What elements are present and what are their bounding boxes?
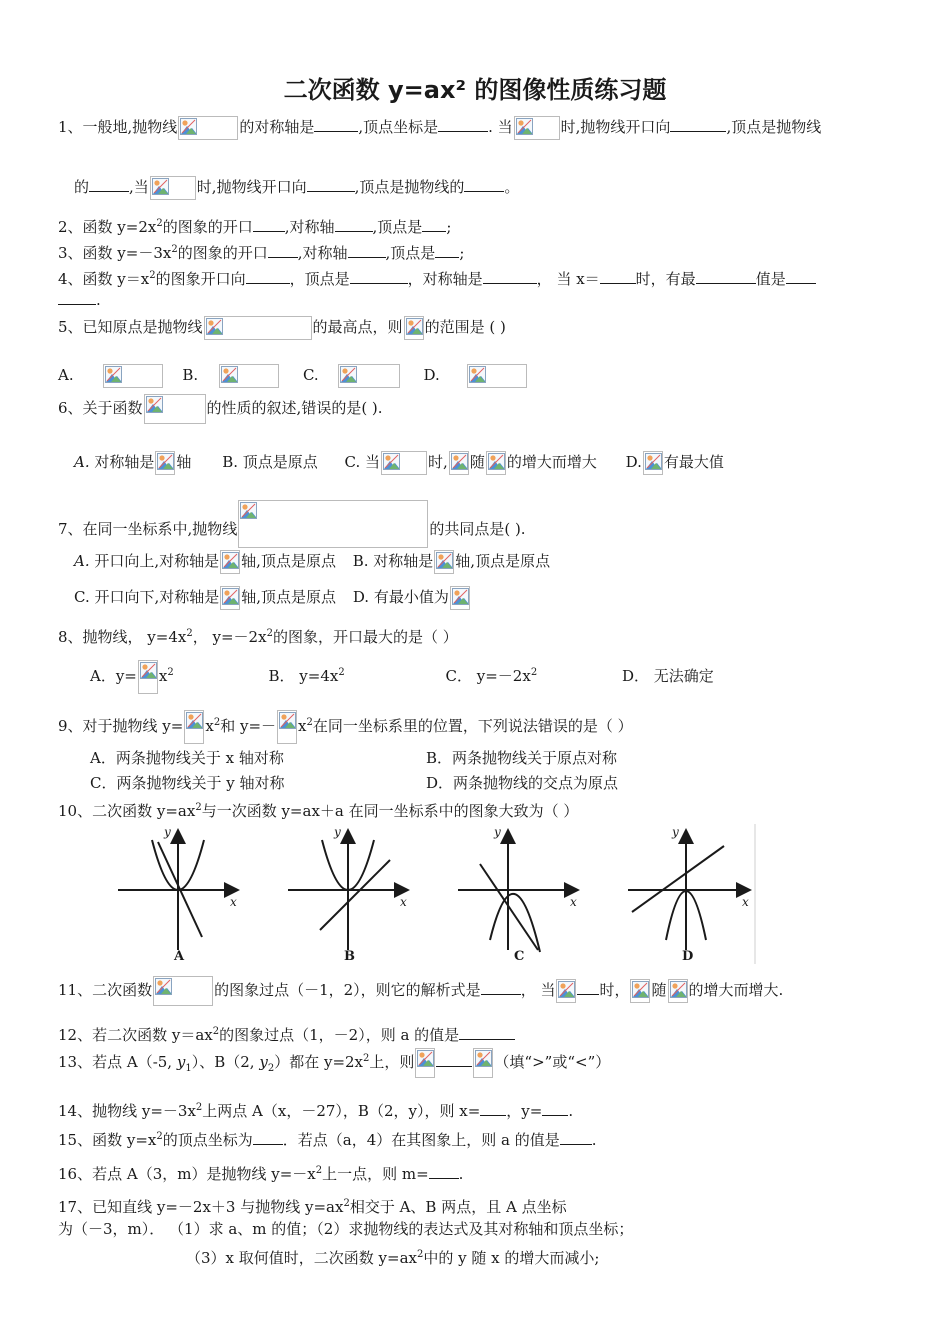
question-10: 10、二次函数 $y=ax^2$与一次函数 y=ax＋a 在同一坐标系中的图象大致为（ ） — [58, 802, 579, 820]
answer-blank[interactable] — [350, 269, 408, 284]
option-a[interactable]: A. — [58, 366, 164, 384]
axis-label-y: y — [334, 825, 341, 839]
q10-graphs — [110, 822, 760, 964]
answer-blank[interactable] — [268, 243, 298, 258]
broken-image-icon — [105, 366, 122, 383]
answer-blank[interactable] — [560, 1130, 592, 1145]
formula-image — [338, 364, 400, 388]
option-d[interactable]: D. 有最小值为 — [353, 588, 471, 606]
broken-image-icon — [475, 1050, 492, 1067]
formula-image — [630, 979, 650, 1003]
question-8-options — [90, 660, 714, 694]
option-d[interactable]: D． 无法确定 — [621, 667, 714, 685]
answer-blank[interactable] — [577, 980, 599, 995]
answer-blank[interactable] — [429, 1164, 459, 1179]
question-14: 14、抛物线 $y=-3x^2$上两点 A（x，－27），B（2，y），则 x= ，y= . — [58, 1102, 574, 1120]
graph-b[interactable] — [288, 825, 408, 964]
broken-image-icon — [452, 588, 469, 605]
broken-image-icon — [157, 453, 174, 470]
graph-c[interactable] — [458, 825, 578, 964]
option-b[interactable]: B. 顶点是原点 — [222, 453, 318, 471]
formula-image — [184, 710, 204, 744]
formula-image — [404, 316, 424, 340]
question-9: 9、对于抛物线 y= $x^2$和 y=－ $x^2$在同一坐标系里的位置，下列说法错误的是（ ） — [58, 710, 633, 744]
answer-blank[interactable] — [253, 217, 285, 232]
broken-image-icon — [645, 453, 662, 470]
formula-image — [220, 586, 240, 610]
option-d[interactable]: D．两条抛物线的交点为原点 — [426, 774, 619, 792]
formula-image — [178, 116, 238, 140]
formula-image — [514, 116, 560, 140]
broken-image-icon — [340, 366, 357, 383]
option-c[interactable]: C. — [303, 366, 401, 384]
option-a[interactable]: A．两条抛物线关于 x 轴对称 — [90, 749, 284, 767]
graph-a[interactable] — [118, 825, 238, 964]
formula-image — [155, 451, 175, 475]
question-11: 11、二次函数 的图象过点（－1，2），则它的解析式是 ， 当 时， 随 的增大而增大. — [58, 976, 783, 1006]
answer-blank[interactable] — [481, 980, 521, 995]
answer-blank[interactable] — [480, 1101, 506, 1116]
answer-blank[interactable] — [307, 177, 355, 192]
question-2: 2、函数 $y=2x^2$的图象的开口 ,对称轴 ,顶点是 ; — [58, 218, 452, 236]
formula-image — [204, 316, 312, 340]
option-c[interactable]: C. 当 时, 随 的增大而增大 — [345, 453, 597, 471]
formula-image — [449, 451, 469, 475]
axis-label-x: x — [570, 895, 577, 909]
question-17-line-1: 17、已知直线 y=－2x＋3 与抛物线 $y=ax^2$相交于 A、B 两点，且 A 点坐标 — [58, 1198, 567, 1216]
formula-image — [219, 364, 279, 388]
broken-image-icon — [417, 1050, 434, 1067]
option-a[interactable]: A．y= $x^2$ — [90, 667, 174, 685]
broken-image-icon — [221, 366, 238, 383]
option-a[interactable]: A. 开口向上,对称轴是 轴,顶点是原点 — [74, 552, 336, 570]
question-13: 13、若点 A（-5, $y_1$）、B（2, $y_2$）都在 $y=2x^2$上，则 （填“>”或“<”） — [58, 1048, 610, 1079]
broken-image-icon — [558, 981, 575, 998]
broken-image-icon — [146, 396, 163, 413]
formula-image — [415, 1048, 435, 1078]
broken-image-icon — [155, 978, 172, 995]
question-6: 6、关于函数 的性质的叙述,错误的是( ). — [58, 394, 383, 424]
question-16: 16、若点 A（3，m）是抛物线 $y=-x^2$上一点，则 m= . — [58, 1165, 464, 1183]
axis-label-y: y — [672, 825, 679, 839]
broken-image-icon — [436, 552, 453, 569]
option-b[interactable]: B．两条抛物线关于原点对称 — [426, 749, 618, 767]
question-5: 5、已知原点是抛物线 的最高点，则 的范围是 ( ) — [58, 316, 506, 340]
option-a[interactable]: A. 对称轴是 轴 — [74, 453, 191, 471]
axis-label-y: y — [164, 825, 171, 839]
broken-image-icon — [488, 453, 505, 470]
question-17-line-3: （3）x 取何值时，二次函数 $y=ax^2$中的 y 随 x 的增大而减小; — [186, 1249, 600, 1267]
broken-image-icon — [152, 178, 169, 195]
formula-image — [381, 451, 427, 475]
question-4: 4、函数 $y=x^2$的图象开口向 ，顶点是 ，对称轴是 ， 当 x＝ 时，有最 值是 — [58, 266, 816, 289]
formula-image — [473, 1048, 493, 1078]
answer-blank[interactable] — [435, 243, 459, 258]
graph-label: C — [514, 949, 525, 964]
answer-blank[interactable] — [670, 117, 726, 132]
question-1-line-2: 的 ,当 时,抛物线开口向 ,顶点是抛物线的 。 — [74, 176, 519, 200]
axis-label-x: x — [742, 895, 749, 909]
formula-image — [450, 586, 470, 610]
question-15: 15、函数 $y=x^2$的顶点坐标为 ．若点（a，4）在其图象上，则 a 的值是 . — [58, 1131, 597, 1149]
answer-blank[interactable] — [253, 1130, 283, 1145]
answer-blank[interactable] — [89, 177, 129, 192]
formula-image — [153, 976, 213, 1006]
answer-blank[interactable] — [600, 269, 636, 284]
broken-image-icon — [383, 453, 400, 470]
question-3: 3、函数 $y=-3x^2$的图象的开口 ,对称轴 ,顶点是 ; — [58, 244, 465, 262]
formula-image — [556, 979, 576, 1003]
answer-blank[interactable] — [422, 217, 446, 232]
answer-blank[interactable] — [786, 269, 816, 284]
graph-label: A — [174, 949, 185, 964]
broken-image-icon — [222, 552, 239, 569]
answer-blank[interactable] — [335, 217, 373, 232]
formula-image — [144, 394, 206, 424]
question-12: 12、若二次函数 $y=ax^2$的图象过点（1，－2），则 a 的值是 — [58, 1022, 515, 1045]
option-c[interactable]: C. 开口向下,对称轴是 轴,顶点是原点 — [74, 588, 336, 606]
answer-blank[interactable] — [464, 177, 504, 192]
question-1-line-1: 1、一般地,抛物线 的对称轴是 ,顶点坐标是 . 当 时,抛物线开口向 ,顶点是抛物线 — [58, 116, 821, 140]
broken-image-icon — [451, 453, 468, 470]
broken-image-icon — [469, 366, 486, 383]
axis-label-x: x — [400, 895, 407, 909]
question-8: 8、抛物线， $y=4x^2$， $y=-2x^2$的图象，开口最大的是（ ） — [58, 628, 458, 646]
question-6-options — [74, 451, 724, 475]
broken-image-icon — [180, 118, 197, 135]
axis-label-x: x — [230, 895, 237, 909]
formula-image — [103, 364, 163, 388]
formula-image — [467, 364, 527, 388]
broken-image-icon — [516, 118, 533, 135]
answer-blank[interactable] — [696, 269, 756, 284]
graph-label: D — [682, 949, 694, 964]
answer-blank[interactable] — [58, 290, 96, 305]
question-7: 7、在同一坐标系中,抛物线 的共同点是( ). — [58, 500, 526, 548]
option-c[interactable]: C．两条抛物线关于 y 轴对称 — [90, 774, 285, 792]
broken-image-icon — [222, 588, 239, 605]
graph-d[interactable] — [628, 825, 750, 964]
option-d[interactable]: D. — [423, 366, 527, 384]
option-b[interactable]: B. 对称轴是 轴,顶点是原点 — [353, 552, 550, 570]
question-7-options-1 — [74, 550, 550, 574]
broken-image-icon — [206, 318, 223, 335]
formula-image — [238, 500, 428, 548]
option-b[interactable]: B. — [182, 366, 280, 384]
formula-image — [643, 451, 663, 475]
formula-image — [277, 710, 297, 744]
question-7-options-2 — [74, 586, 471, 610]
question-5-options — [58, 364, 528, 388]
answer-blank[interactable] — [459, 1025, 515, 1040]
question-17-line-2: 为（－3，m）． （1）求 a、m 的值；（2）求抛物线的表达式及其对称轴和顶点坐标； — [58, 1220, 634, 1238]
formula-image — [486, 451, 506, 475]
formula-image — [150, 176, 196, 200]
broken-image-icon — [140, 662, 157, 679]
answer-blank[interactable] — [314, 117, 358, 132]
answer-blank[interactable] — [246, 269, 290, 284]
broken-image-icon — [670, 981, 687, 998]
answer-blank[interactable] — [348, 243, 386, 258]
answer-blank[interactable] — [483, 269, 537, 284]
broken-image-icon — [406, 318, 423, 335]
formula-image — [220, 550, 240, 574]
answer-blank[interactable] — [438, 117, 488, 132]
axis-label-y: y — [494, 825, 501, 839]
option-d[interactable]: D. 有最大值 — [626, 453, 724, 471]
question-4-cont: . — [58, 290, 101, 310]
broken-image-icon — [279, 712, 296, 729]
answer-blank[interactable] — [436, 1052, 472, 1067]
broken-image-icon — [186, 712, 203, 729]
graph-label: B — [344, 949, 355, 964]
formula-image — [138, 660, 158, 694]
answer-blank[interactable] — [542, 1101, 568, 1116]
option-c[interactable]: C． $y=-2x^2$ — [445, 667, 538, 685]
broken-image-icon — [632, 981, 649, 998]
option-b[interactable]: B． $y=4x^2$ — [268, 667, 345, 685]
formula-image — [668, 979, 688, 1003]
page-title: 二次函数 y=ax² 的图像性质练习题 — [283, 76, 667, 104]
broken-image-icon — [240, 502, 257, 519]
formula-image — [434, 550, 454, 574]
